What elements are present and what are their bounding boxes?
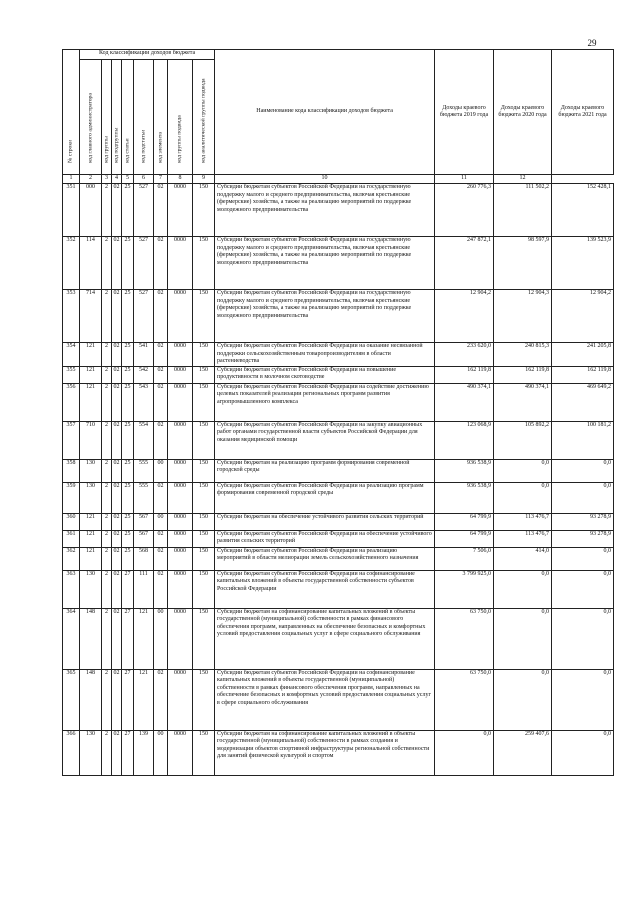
code-subarticle: 111 bbox=[134, 570, 154, 608]
code-element: 02 bbox=[154, 343, 168, 367]
code-article: 27 bbox=[122, 669, 134, 730]
row-number: 363 bbox=[63, 570, 80, 608]
amount-2020: 0,0 bbox=[494, 608, 552, 669]
amount-2021: 0,0 bbox=[552, 669, 614, 730]
amount-2019: 936 538,9 bbox=[435, 459, 494, 482]
header-name: Наименование кода классификации доходов бюджета bbox=[215, 50, 435, 175]
table-row bbox=[63, 383, 614, 421]
code-group: 2 bbox=[102, 343, 112, 367]
code-admin: 714 bbox=[80, 290, 102, 343]
code-admin: 121 bbox=[80, 513, 102, 530]
header-code-subtype-group: код группы подвида bbox=[168, 60, 193, 175]
amount-2019: 12 904,2 bbox=[435, 290, 494, 343]
code-subtype-group: 0000 bbox=[168, 184, 193, 237]
amount-2021: 162 119,8 bbox=[552, 366, 614, 383]
code-group: 2 bbox=[102, 290, 112, 343]
revenue-name: Субсидии бюджетам субъектов Российской Федерации на реализацию программ формирования современной городской среды bbox=[215, 482, 435, 513]
table-row bbox=[63, 530, 614, 547]
code-element: 02 bbox=[154, 237, 168, 290]
code-subtype-group: 0000 bbox=[168, 421, 193, 459]
amount-2020: 414,0 bbox=[494, 547, 552, 570]
amount-2020: 12 904,3 bbox=[494, 290, 552, 343]
revenue-name: Субсидии бюджетам субъектов Российской Федерации на государственную поддержку малого и среднего предпринимательства, включая крестьянские (фермерские) хозяйства, а также на реализацию мероприятий по поддержке молодежного предпринимательства bbox=[215, 237, 435, 290]
code-subarticle: 527 bbox=[134, 184, 154, 237]
code-article: 25 bbox=[122, 513, 134, 530]
amount-2019: 63 750,0 bbox=[435, 608, 494, 669]
amount-2019: 3 799 925,0 bbox=[435, 570, 494, 608]
row-number: 354 bbox=[63, 343, 80, 367]
code-article: 25 bbox=[122, 343, 134, 367]
code-subtype-group: 0000 bbox=[168, 482, 193, 513]
amount-2019: 247 872,1 bbox=[435, 237, 494, 290]
code-article: 27 bbox=[122, 730, 134, 775]
code-subarticle: 527 bbox=[134, 290, 154, 343]
header-code-admin: код главного администратора bbox=[80, 60, 102, 175]
amount-2021: 93 278,9 bbox=[552, 530, 614, 547]
code-analytic-group: 150 bbox=[193, 530, 215, 547]
table-row bbox=[63, 608, 614, 669]
amount-2021: 0,0 bbox=[552, 608, 614, 669]
header-code-article: код статьи bbox=[122, 60, 134, 175]
column-number: 5 bbox=[122, 175, 134, 184]
column-number: 3 bbox=[102, 175, 112, 184]
code-analytic-group: 150 bbox=[193, 366, 215, 383]
code-admin: 121 bbox=[80, 547, 102, 570]
row-number: 356 bbox=[63, 383, 80, 421]
column-number: 4 bbox=[112, 175, 122, 184]
code-article: 25 bbox=[122, 459, 134, 482]
row-number: 360 bbox=[63, 513, 80, 530]
revenue-name: Субсидии бюджетам субъектов Российской Федерации на софинансирование капитальных вложений в объекты государственной (муниципальной) собственности в рамках финансового обеспечения программ, направленных на обеспечение безопасных и комфортных условий предоставления социальных услуг в сфере социального обслуживания bbox=[215, 669, 435, 730]
code-admin: 121 bbox=[80, 530, 102, 547]
header-year-2021: Доходы краевого бюджета 2021 года bbox=[552, 50, 614, 175]
code-analytic-group: 150 bbox=[193, 608, 215, 669]
code-subgroup: 02 bbox=[112, 513, 122, 530]
code-admin: 121 bbox=[80, 343, 102, 367]
code-subarticle: 555 bbox=[134, 459, 154, 482]
code-subtype-group: 0000 bbox=[168, 290, 193, 343]
amount-2020: 113 476,7 bbox=[494, 513, 552, 530]
revenue-name: Субсидии бюджетам на софинансирование капитальных вложений в объекты государственной (муниципальной) собственности в рамках создания и модернизации объектов спортивной инфраструктуры региональной собственности для занятий физической культурой и спортом bbox=[215, 730, 435, 775]
code-subarticle: 543 bbox=[134, 383, 154, 421]
revenue-name: Субсидии бюджетам субъектов Российской Федерации на реализацию мероприятий в области мелиорации земель сельскохозяйственного назначения bbox=[215, 547, 435, 570]
amount-2020: 0,0 bbox=[494, 482, 552, 513]
code-subarticle: 527 bbox=[134, 237, 154, 290]
code-group: 2 bbox=[102, 459, 112, 482]
code-subarticle: 554 bbox=[134, 421, 154, 459]
code-analytic-group: 150 bbox=[193, 184, 215, 237]
table-row bbox=[63, 513, 614, 530]
code-analytic-group: 150 bbox=[193, 343, 215, 367]
revenue-name: Субсидии бюджетам на софинансирование капитальных вложений в объекты государственной (муниципальной) собственности в рамках финансового обеспечения программ, направленных на обеспечение безопасных и комфортных условий предоставления социальных услуг в сфере социального обслуживания bbox=[215, 608, 435, 669]
code-element: 02 bbox=[154, 482, 168, 513]
code-subarticle: 567 bbox=[134, 530, 154, 547]
revenue-name: Субсидии бюджетам субъектов Российской Федерации на софинансирование капитальных вложений в объекты государственной собственности субъектов Российской Федерации bbox=[215, 570, 435, 608]
table-row bbox=[63, 184, 614, 237]
amount-2019: 64 799,9 bbox=[435, 513, 494, 530]
revenue-table bbox=[62, 49, 614, 776]
table-row bbox=[63, 459, 614, 482]
row-number: 361 bbox=[63, 530, 80, 547]
code-subtype-group: 0000 bbox=[168, 383, 193, 421]
code-subarticle: 568 bbox=[134, 547, 154, 570]
amount-2021: 12 904,2 bbox=[552, 290, 614, 343]
code-element: 02 bbox=[154, 547, 168, 570]
amount-2019: 64 799,9 bbox=[435, 530, 494, 547]
code-article: 25 bbox=[122, 383, 134, 421]
code-admin: 130 bbox=[80, 730, 102, 775]
code-group: 2 bbox=[102, 421, 112, 459]
code-admin: 000 bbox=[80, 184, 102, 237]
revenue-name: Субсидии бюджетам субъектов Российской Федерации на повышение продуктивности в молочном скотоводстве bbox=[215, 366, 435, 383]
code-subtype-group: 0000 bbox=[168, 608, 193, 669]
column-number: 10 bbox=[215, 175, 435, 184]
code-subtype-group: 0000 bbox=[168, 669, 193, 730]
row-number: 362 bbox=[63, 547, 80, 570]
revenue-name: Субсидии бюджетам субъектов Российской Федерации на обеспечение устойчивого развития сельских территорий bbox=[215, 530, 435, 547]
amount-2020: 259 407,6 bbox=[494, 730, 552, 775]
row-number: 358 bbox=[63, 459, 80, 482]
code-subgroup: 02 bbox=[112, 482, 122, 513]
code-group: 2 bbox=[102, 608, 112, 669]
code-subtype-group: 0000 bbox=[168, 343, 193, 367]
amount-2019: 233 620,0 bbox=[435, 343, 494, 367]
amount-2020: 98 597,9 bbox=[494, 237, 552, 290]
code-article: 25 bbox=[122, 547, 134, 570]
code-admin: 148 bbox=[80, 608, 102, 669]
amount-2020: 113 476,7 bbox=[494, 530, 552, 547]
code-subgroup: 02 bbox=[112, 383, 122, 421]
code-admin: 114 bbox=[80, 237, 102, 290]
code-analytic-group: 150 bbox=[193, 513, 215, 530]
amount-2020: 0,0 bbox=[494, 459, 552, 482]
code-group: 2 bbox=[102, 366, 112, 383]
amount-2021: 241 205,8 bbox=[552, 343, 614, 367]
code-subtype-group: 0000 bbox=[168, 730, 193, 775]
code-subgroup: 02 bbox=[112, 530, 122, 547]
amount-2021: 152 428,1 bbox=[552, 184, 614, 237]
code-analytic-group: 150 bbox=[193, 482, 215, 513]
code-article: 25 bbox=[122, 366, 134, 383]
code-subarticle: 567 bbox=[134, 513, 154, 530]
amount-2021: 0,0 bbox=[552, 570, 614, 608]
code-element: 02 bbox=[154, 570, 168, 608]
code-element: 02 bbox=[154, 184, 168, 237]
revenue-name: Субсидии бюджетам субъектов Российской Федерации на содействие достижению целевых показателей реализации региональных программ развития агропромышленного комплекса bbox=[215, 383, 435, 421]
code-element: 02 bbox=[154, 530, 168, 547]
code-admin: 710 bbox=[80, 421, 102, 459]
row-number: 359 bbox=[63, 482, 80, 513]
column-number: 6 bbox=[134, 175, 154, 184]
code-subgroup: 02 bbox=[112, 366, 122, 383]
code-element: 02 bbox=[154, 421, 168, 459]
header-code-subgroup: код подгруппы bbox=[112, 60, 122, 175]
code-element: 00 bbox=[154, 513, 168, 530]
code-group: 2 bbox=[102, 547, 112, 570]
code-analytic-group: 150 bbox=[193, 290, 215, 343]
revenue-name: Субсидии бюджетам субъектов Российской Федерации на государственную поддержку малого и среднего предпринимательства, включая крестьянские (фермерские) хозяйства, а также на реализацию мероприятий по поддержке молодежного предпринимательства bbox=[215, 184, 435, 237]
code-subgroup: 02 bbox=[112, 608, 122, 669]
amount-2020: 240 815,3 bbox=[494, 343, 552, 367]
header-classification-group: Код классификации доходов бюджета bbox=[80, 50, 215, 60]
amount-2020: 0,0 bbox=[494, 570, 552, 608]
row-number: 355 bbox=[63, 366, 80, 383]
header-code-element: код элемента bbox=[154, 60, 168, 175]
amount-2019: 0,0 bbox=[435, 730, 494, 775]
code-subtype-group: 0000 bbox=[168, 530, 193, 547]
amount-2020: 490 374,1 bbox=[494, 383, 552, 421]
header-year-2019: Доходы краевого бюджета 2019 года bbox=[435, 50, 494, 175]
column-number: 11 bbox=[435, 175, 494, 184]
code-group: 2 bbox=[102, 482, 112, 513]
code-subarticle: 555 bbox=[134, 482, 154, 513]
code-analytic-group: 150 bbox=[193, 383, 215, 421]
amount-2020: 162 119,8 bbox=[494, 366, 552, 383]
code-article: 25 bbox=[122, 290, 134, 343]
column-numbers-row bbox=[63, 175, 614, 184]
amount-2019: 162 119,8 bbox=[435, 366, 494, 383]
code-subarticle: 121 bbox=[134, 608, 154, 669]
table-row bbox=[63, 366, 614, 383]
code-element: 00 bbox=[154, 730, 168, 775]
code-subarticle: 121 bbox=[134, 669, 154, 730]
code-group: 2 bbox=[102, 530, 112, 547]
code-element: 02 bbox=[154, 290, 168, 343]
code-element: 02 bbox=[154, 669, 168, 730]
code-subgroup: 02 bbox=[112, 570, 122, 608]
code-subgroup: 02 bbox=[112, 730, 122, 775]
code-analytic-group: 150 bbox=[193, 421, 215, 459]
code-subtype-group: 0000 bbox=[168, 570, 193, 608]
code-element: 00 bbox=[154, 608, 168, 669]
code-subtype-group: 0000 bbox=[168, 366, 193, 383]
column-number: 9 bbox=[193, 175, 215, 184]
code-group: 2 bbox=[102, 184, 112, 237]
amount-2021: 0,0 bbox=[552, 547, 614, 570]
code-group: 2 bbox=[102, 570, 112, 608]
column-number: 1 bbox=[63, 175, 80, 184]
row-number: 357 bbox=[63, 421, 80, 459]
code-article: 25 bbox=[122, 237, 134, 290]
amount-2019: 63 750,0 bbox=[435, 669, 494, 730]
column-number: 2 bbox=[80, 175, 102, 184]
revenue-name: Субсидии бюджетам субъектов Российской Федерации на государственную поддержку малого и среднего предпринимательства, включая крестьянские (фермерские) хозяйства, а также на реализацию мероприятий по поддержке молодежного предпринимательства bbox=[215, 290, 435, 343]
code-subtype-group: 0000 bbox=[168, 459, 193, 482]
amount-2021: 0,0 bbox=[552, 730, 614, 775]
table-row bbox=[63, 290, 614, 343]
page-number: 29 bbox=[587, 38, 597, 48]
code-group: 2 bbox=[102, 669, 112, 730]
code-subgroup: 02 bbox=[112, 547, 122, 570]
code-subtype-group: 0000 bbox=[168, 237, 193, 290]
code-admin: 121 bbox=[80, 383, 102, 421]
revenue-name: Субсидии бюджетам на обеспечение устойчивого развития сельских территорий bbox=[215, 513, 435, 530]
code-subgroup: 02 bbox=[112, 343, 122, 367]
amount-2019: 260 776,3 bbox=[435, 184, 494, 237]
table-row bbox=[63, 570, 614, 608]
code-admin: 121 bbox=[80, 366, 102, 383]
row-number: 351 bbox=[63, 184, 80, 237]
code-analytic-group: 150 bbox=[193, 547, 215, 570]
table-row bbox=[63, 547, 614, 570]
code-article: 25 bbox=[122, 184, 134, 237]
code-analytic-group: 150 bbox=[193, 237, 215, 290]
code-subarticle: 139 bbox=[134, 730, 154, 775]
code-article: 25 bbox=[122, 482, 134, 513]
code-article: 25 bbox=[122, 530, 134, 547]
revenue-name: Субсидии бюджетам субъектов Российской Федерации на закупку авиационных работ органами государственной власти субъектов Российской Федерации для оказания медицинской помощи bbox=[215, 421, 435, 459]
revenue-name: Субсидии бюджетам субъектов Российской Федерации на оказание несвязанной поддержки сельскохозяйственным товаропроизводителям в области растениеводства bbox=[215, 343, 435, 367]
amount-2021: 139 523,9 bbox=[552, 237, 614, 290]
row-number: 353 bbox=[63, 290, 80, 343]
code-analytic-group: 150 bbox=[193, 669, 215, 730]
header-code-group: код группы bbox=[102, 60, 112, 175]
code-subgroup: 02 bbox=[112, 290, 122, 343]
code-analytic-group: 150 bbox=[193, 459, 215, 482]
code-article: 27 bbox=[122, 608, 134, 669]
code-admin: 148 bbox=[80, 669, 102, 730]
code-subgroup: 02 bbox=[112, 459, 122, 482]
code-group: 2 bbox=[102, 730, 112, 775]
row-number: 364 bbox=[63, 608, 80, 669]
amount-2019: 490 374,1 bbox=[435, 383, 494, 421]
amount-2020: 0,0 bbox=[494, 669, 552, 730]
amount-2020: 111 502,2 bbox=[494, 184, 552, 237]
code-subgroup: 02 bbox=[112, 184, 122, 237]
amount-2021: 93 278,9 bbox=[552, 513, 614, 530]
code-subgroup: 02 bbox=[112, 669, 122, 730]
row-number: 365 bbox=[63, 669, 80, 730]
table-row bbox=[63, 482, 614, 513]
code-group: 2 bbox=[102, 383, 112, 421]
header-code-subarticle: код подстатьи bbox=[134, 60, 154, 175]
code-element: 00 bbox=[154, 459, 168, 482]
amount-2019: 936 538,9 bbox=[435, 482, 494, 513]
code-analytic-group: 150 bbox=[193, 730, 215, 775]
amount-2021: 0,0 bbox=[552, 482, 614, 513]
code-subtype-group: 0000 bbox=[168, 547, 193, 570]
code-element: 02 bbox=[154, 366, 168, 383]
column-number: 8 bbox=[168, 175, 193, 184]
amount-2019: 7 506,0 bbox=[435, 547, 494, 570]
row-number: 366 bbox=[63, 730, 80, 775]
revenue-name: Субсидии бюджетам на реализацию программ формирования современной городской среды bbox=[215, 459, 435, 482]
amount-2021: 0,0 bbox=[552, 459, 614, 482]
code-article: 25 bbox=[122, 421, 134, 459]
code-subarticle: 541 bbox=[134, 343, 154, 367]
table-row bbox=[63, 237, 614, 290]
code-subgroup: 02 bbox=[112, 237, 122, 290]
code-group: 2 bbox=[102, 513, 112, 530]
code-subtype-group: 0000 bbox=[168, 513, 193, 530]
code-element: 02 bbox=[154, 383, 168, 421]
header-row-number: № строки bbox=[63, 50, 80, 175]
code-subarticle: 542 bbox=[134, 366, 154, 383]
amount-2021: 100 181,2 bbox=[552, 421, 614, 459]
table-row bbox=[63, 669, 614, 730]
code-admin: 130 bbox=[80, 482, 102, 513]
column-number: 7 bbox=[154, 175, 168, 184]
amount-2020: 105 892,2 bbox=[494, 421, 552, 459]
table-row bbox=[63, 421, 614, 459]
header-year-2020: Доходы краевого бюджета 2020 года bbox=[494, 50, 552, 175]
row-number: 352 bbox=[63, 237, 80, 290]
code-admin: 130 bbox=[80, 459, 102, 482]
header-code-analytic-group: код аналитической группы подвида bbox=[193, 60, 215, 175]
table-row bbox=[63, 730, 614, 775]
code-article: 27 bbox=[122, 570, 134, 608]
code-subgroup: 02 bbox=[112, 421, 122, 459]
table-row bbox=[63, 343, 614, 367]
amount-2019: 123 068,9 bbox=[435, 421, 494, 459]
code-admin: 130 bbox=[80, 570, 102, 608]
code-analytic-group: 150 bbox=[193, 570, 215, 608]
column-number: 12 bbox=[494, 175, 552, 184]
code-group: 2 bbox=[102, 237, 112, 290]
amount-2021: 469 649,2 bbox=[552, 383, 614, 421]
